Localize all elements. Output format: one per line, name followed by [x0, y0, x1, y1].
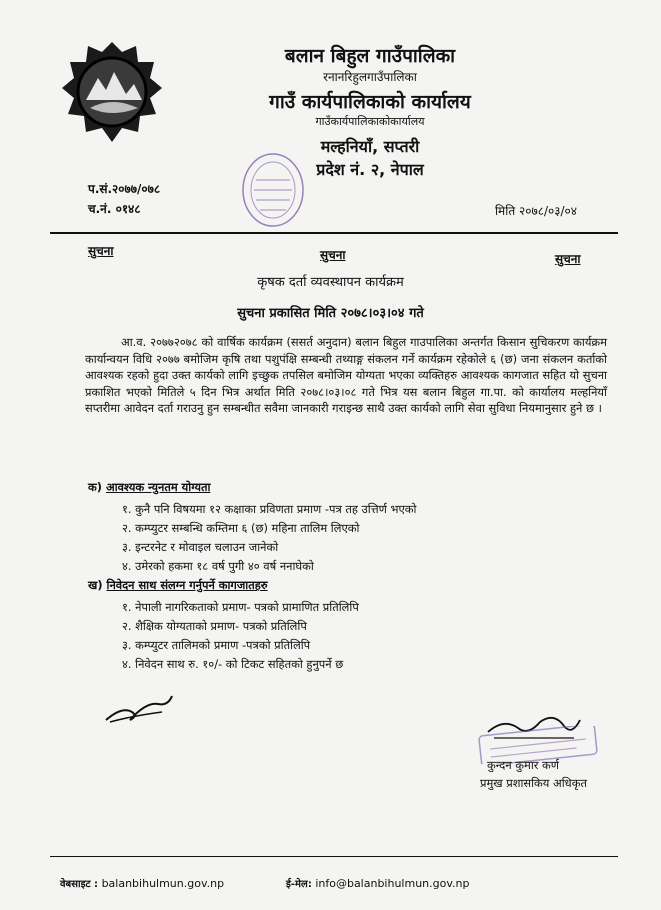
signatory-title: प्रमुख प्रशासकिय अधिकृत	[480, 776, 587, 790]
header-location: मल्हनियाँ, सप्तरी	[320, 137, 420, 156]
body-paragraph: आ.व. २०७७२०७८ को वार्षिक कार्यक्रम (ससर्त अनुदान) बलान बिहुल गाउपालिका अन्तर्गत किसान सुचिकरण कार्यक्रम कार्यान्वयन विधि २०७७ बमोजिम कृषि तथा पशुपंक्षि सम्बन्धी तथ्याङ्ग संकलन गर्ने कार्यक्रम रहेकोले ६ (छ) जना संकलन कर्ताको आवश्यक रहको हुदा उक्त कार्यको लागि इच्छुक तपसिल बमोजिम योग्यता भएका व्यक्तिहरु आवश्यक कागजात सहित यो सुचना प्रकाशित भएको मितिले ५ दिन भित्र अर्थात मिति २०७८।०३।०८ गते भित्र यस बलान बिहुल गा.पा. को कार्यालय मल्हनियाँ सप्तरीमा आवेदन दर्ता गराउनु हुन सम्बन्धीत सवैमा जानकारी गराइन्छ साथै उक्त कार्यको लागि सेवा सुविधा नियमानुसार हुने छ ।	[85, 335, 607, 416]
list-item: ३. कम्प्युटर तालिमको प्रमाण -पत्रको प्रतिलिपि	[122, 638, 311, 652]
handwritten-initial	[102, 690, 174, 726]
list-item: १. कुनै पनि विषयमा १२ कक्षाका प्रविणता प्रमाण -पत्र तह उत्तिर्ण भएको	[122, 502, 417, 516]
footer-website	[60, 876, 224, 890]
header-line-2: रनानरिहुलगाउँपालिका	[323, 70, 417, 84]
notice-subtitle: सुचना प्रकासित मिति २०७८।०३।०४ गते	[237, 306, 424, 321]
section-a-marker: क)	[88, 480, 102, 494]
notice-label-left: सुचना	[88, 244, 114, 258]
section-b-title: निवेदन साथ संलग्न गर्नुपर्ने कागजातहरु	[106, 578, 268, 592]
letter-date: मिति २०७८/०३/०४	[494, 204, 577, 218]
section-a-title: आवश्यक न्युनतम योग्यता	[105, 480, 211, 494]
municipality-emblem-icon	[58, 38, 166, 146]
list-item: १. नेपाली नागरिकताको प्रमाण- पत्रको प्रामाणित प्रतिलिपि	[122, 600, 359, 614]
list-item: २. कम्प्युटर सम्बन्धि कम्तिमा ६ (छ) महिना तालिम लिएको	[122, 521, 360, 535]
list-item: ४. निवेदन साथ रु. १०/- को टिकट सहितको हुनुपर्ने छ	[122, 657, 344, 671]
header-office-name: गाउँ कार्यपालिकाको कार्यालय	[269, 91, 471, 113]
list-item: ३. इन्टरनेट र मोवाइल चलाउन जानेको	[122, 540, 279, 554]
footer-divider	[50, 856, 618, 857]
email-label: ई-मेल:	[286, 879, 312, 890]
reference-number: प.सं.२०७७/०७८	[88, 182, 161, 196]
section-b-heading	[88, 578, 268, 593]
office-seal-stamp	[238, 150, 308, 230]
email-link[interactable]: info@balanbihulmun.gov.np	[315, 877, 470, 890]
section-a-heading	[88, 480, 210, 495]
notice-label-center: सुचना	[320, 248, 346, 262]
website-label: वेबसाइट :	[60, 879, 99, 890]
dispatch-number: च.नं. ०१४८	[88, 202, 141, 216]
list-item: ४. उमेरको हकमा १८ वर्ष पुगी ४० वर्ष ननाघेको	[122, 559, 314, 573]
website-link[interactable]: balanbihulmun.gov.np	[101, 877, 225, 890]
list-item: २. शैक्षिक योग्यताको प्रमाण- पत्रको प्रतिलिपि	[122, 619, 307, 633]
notice-label-right: सुचना	[555, 252, 581, 266]
header-line-4: गाउँकार्यपालिकाकोकार्यालय	[315, 115, 425, 128]
top-divider	[50, 232, 618, 234]
notice-title: कृषक दर्ता व्यवस्थापन कार्यक्रम	[257, 275, 404, 290]
section-b-marker: ख)	[88, 578, 103, 592]
header-municipality-name: बलान बिहुल गाउँपालिका	[284, 45, 456, 67]
signatory-name: कुन्दन कुमार कर्ण	[487, 758, 560, 772]
footer-email	[286, 876, 469, 890]
header-province: प्रदेश नं. २, नेपाल	[316, 160, 424, 179]
